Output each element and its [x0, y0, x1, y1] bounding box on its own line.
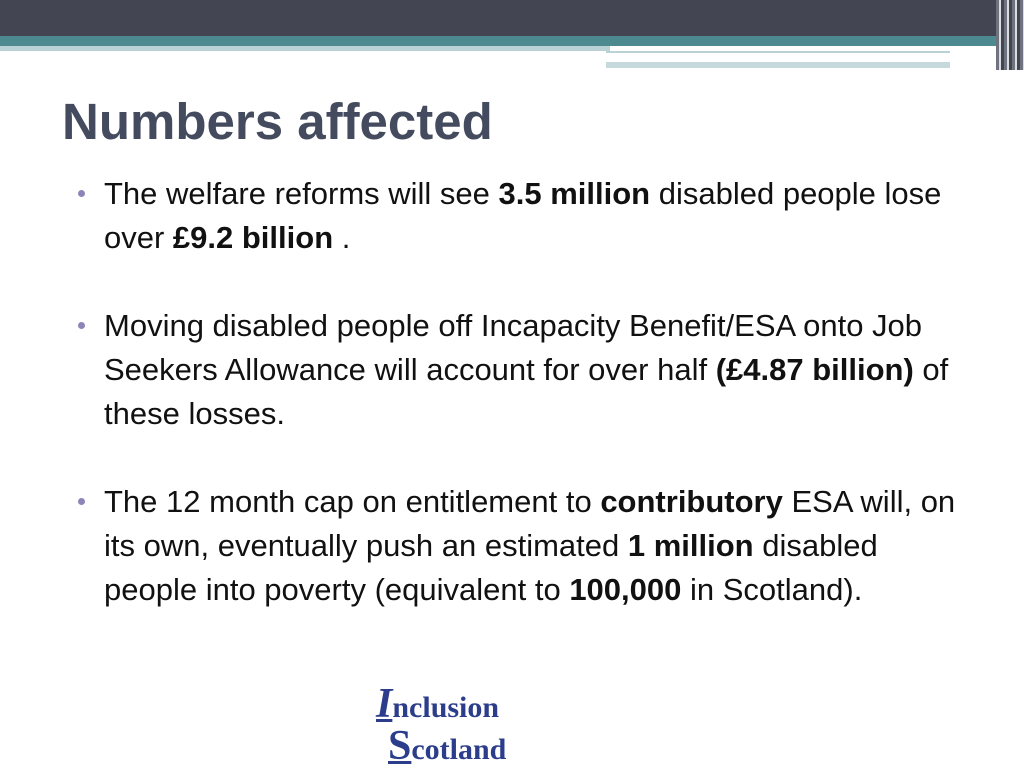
header-stripes — [996, 0, 1024, 70]
bullet-item — [76, 304, 966, 436]
logo-initial: S — [388, 723, 412, 769]
logo-line-inclusion — [376, 680, 499, 728]
bullet-item — [76, 480, 966, 612]
bullet-text: disabled people lose over — [104, 176, 942, 255]
bullet-text: The welfare reforms will see — [104, 176, 499, 211]
bullet-text: disabled people into poverty (equivalent to — [104, 528, 878, 607]
bullet-dot-icon — [78, 190, 85, 197]
inclusion-scotland-logo — [372, 678, 552, 768]
header-accent-band — [0, 36, 1024, 46]
header-step-line — [606, 51, 950, 58]
header-bar — [0, 0, 1024, 36]
bullet-text: in Scotland). — [681, 572, 863, 607]
logo-word: cotland — [411, 733, 507, 766]
bullet-emphasis: 3.5 million — [498, 176, 651, 211]
bullet-dot-icon — [78, 322, 85, 329]
logo-word: nclusion — [392, 691, 500, 724]
bullet-emphasis: £9.2 billion — [172, 220, 334, 255]
bullet-emphasis: contributory — [600, 484, 783, 519]
bullet-emphasis: 1 million — [627, 528, 754, 563]
bullet-emphasis: 100,000 — [569, 572, 682, 607]
logo-line-scotland — [388, 722, 506, 770]
header-step-band — [606, 62, 950, 68]
bullet-text: . — [333, 220, 351, 255]
bullet-list — [76, 172, 966, 612]
bullet-dot-icon — [78, 498, 85, 505]
header-pale-band — [0, 46, 610, 51]
slide-title: Numbers affected — [62, 93, 493, 150]
bullet-text: Moving disabled people off Incapacity Benefit/ESA onto Job Seekers Allowance will account for over half — [104, 308, 923, 387]
bullet-text: ESA will, on its own, eventually push an estimated — [104, 484, 956, 563]
bullet-emphasis: (£4.87 billion) — [715, 352, 914, 387]
bullet-text: of these losses. — [104, 352, 949, 431]
bullet-text: The 12 month cap on entitlement to — [104, 484, 601, 519]
bullet-item — [76, 172, 966, 260]
logo-initial: I — [376, 681, 393, 727]
